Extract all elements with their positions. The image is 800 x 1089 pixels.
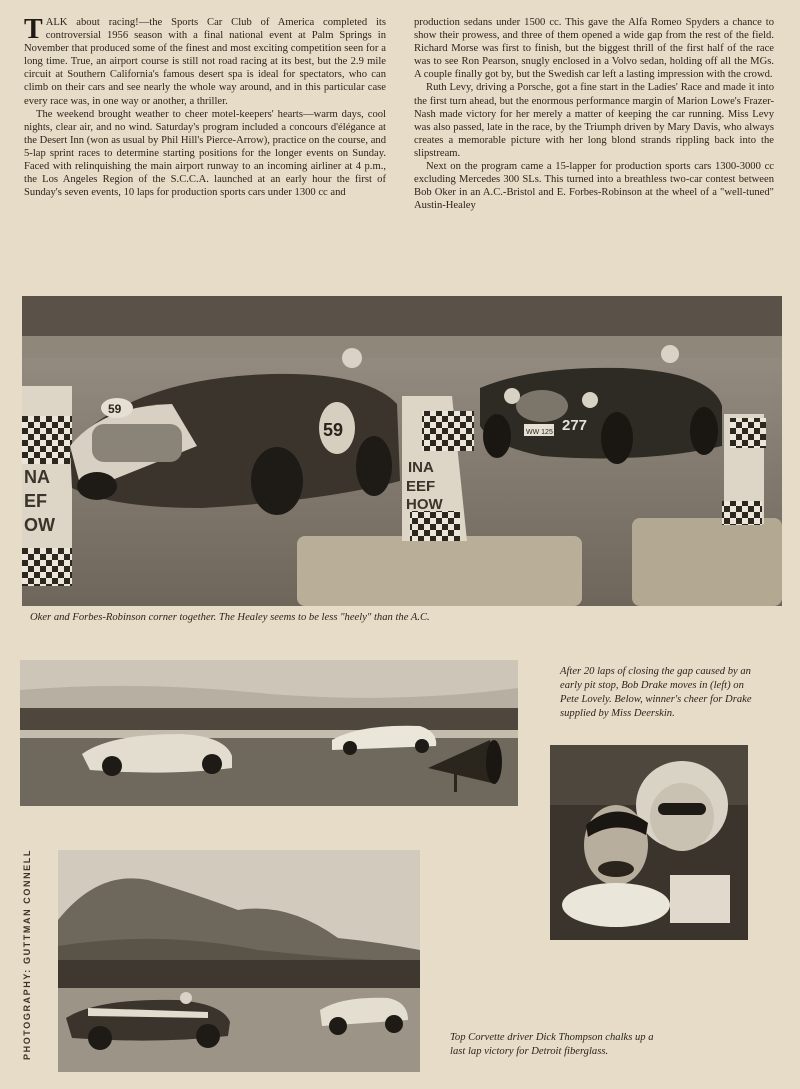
bottom-photo-caption: Top Corvette driver Dick Thompson chalks up a last lap victory for Detroit fiberglass. xyxy=(450,1032,654,1057)
banner-text: EEF xyxy=(406,478,436,495)
drake-lovely-photo xyxy=(20,660,518,806)
middle-photo-caption: After 20 laps of closing the gap caused by an early pit stop, Bob Drake moves in (left) on Pete Lovely. Below, winner's cheer for Drake supplied by Miss Deerskin. xyxy=(560,666,752,719)
car-number: 59 xyxy=(323,420,344,440)
winners-cheer-photo xyxy=(550,745,748,940)
banner-text: INA xyxy=(408,459,434,476)
car-number: 277 xyxy=(562,417,588,434)
haybale xyxy=(632,518,782,606)
drop-cap: T xyxy=(24,14,43,45)
main-race-photo xyxy=(22,296,782,606)
article-column-right xyxy=(414,16,774,212)
corvette-photo xyxy=(58,850,420,1072)
license-plate: WW 125 xyxy=(526,429,553,436)
paragraph-weekend: The weekend brought weather to cheer motel-keepers' hearts—warm days, cool nights, clear air, and no wind. Saturday's program included a concours d'élégance at the Desert Inn (won as usual by Phil Hill's Pierce-Arrow), practice on the course, and 5-lap sprint races to determine starting positions for the longer events on Sunday. Faced with relinquishing the main airport runway to an incoming airliner at 4 p.m., the Los Angeles Region of the S.C.C.A. launched at an early hour the first of Sunday's seven events, 10 laps for production sports cars under 1300 cc and xyxy=(24,108,386,199)
haybale xyxy=(297,536,582,606)
car-number: 59 xyxy=(108,402,122,416)
banner-text: EF xyxy=(24,491,48,511)
main-photo-caption: Oker and Forbes-Robinson corner together. The Healey seems to be less "heely" than the A.C. xyxy=(30,612,430,623)
banner-text: OW xyxy=(24,515,55,535)
crowd xyxy=(58,960,420,988)
article-column-left xyxy=(24,16,386,199)
paragraph-intro: TALK about racing!—the Sports Car Club of America completed its controversial 1956 season with a final national event at Palm Springs in November that produced some of the finest and most exciting competition seen for a long time. True, an airport course is still not road racing at its best, but the 2.9 mile circuit at Southern California's famous desert spa is ideal for spectators, who can climb on their cars and see nearly the whole way around, and in this particular case every race was, in one way or another, a thriller. xyxy=(24,14,386,107)
banner-text: NA xyxy=(24,467,50,487)
paragraph-ladies-race: Ruth Levy, driving a Porsche, got a fine start in the Ladies' Race and made it into the first turn ahead, but the enormous performance margin of Marion Lowe's Frazer-Nash made victory for her merely a matter of keeping the car running. Miss Levy was also passed, late in the race, by the Triumph driven by Mary Davis, who always creates a memorable picture with her long blond strands rippling back into the slipstream. xyxy=(414,82,774,159)
photography-credit: PHOTOGRAPHY: GUTTMAN CONNELL xyxy=(22,849,32,1060)
banner-text: HOW xyxy=(406,496,443,513)
paragraph-15-lapper: Next on the program came a 15-lapper for production sports cars 1300-3000 cc excluding Mercedes 300 SLs. This turned into a breathless two-car contest between Bob Oker in an A.C.-Bristol and E. Forbes-Robinson at the wheel of a "well-tuned" Austin-Healey xyxy=(414,161,774,212)
paragraph-sedans: production sedans under 1500 cc. This gave the Alfa Romeo Spyders a chance to show their prowess, and three of them opened a wide gap from the rest of the field. Richard Morse was first to finish, but the biggest thrill of the first half of the race was to see Ron Pearson, snugly enclosed in a Volvo sedan, holding off all the MGs. A couple finally got by, but the Swedish car left a lasting impression with the crowd. xyxy=(414,17,774,81)
